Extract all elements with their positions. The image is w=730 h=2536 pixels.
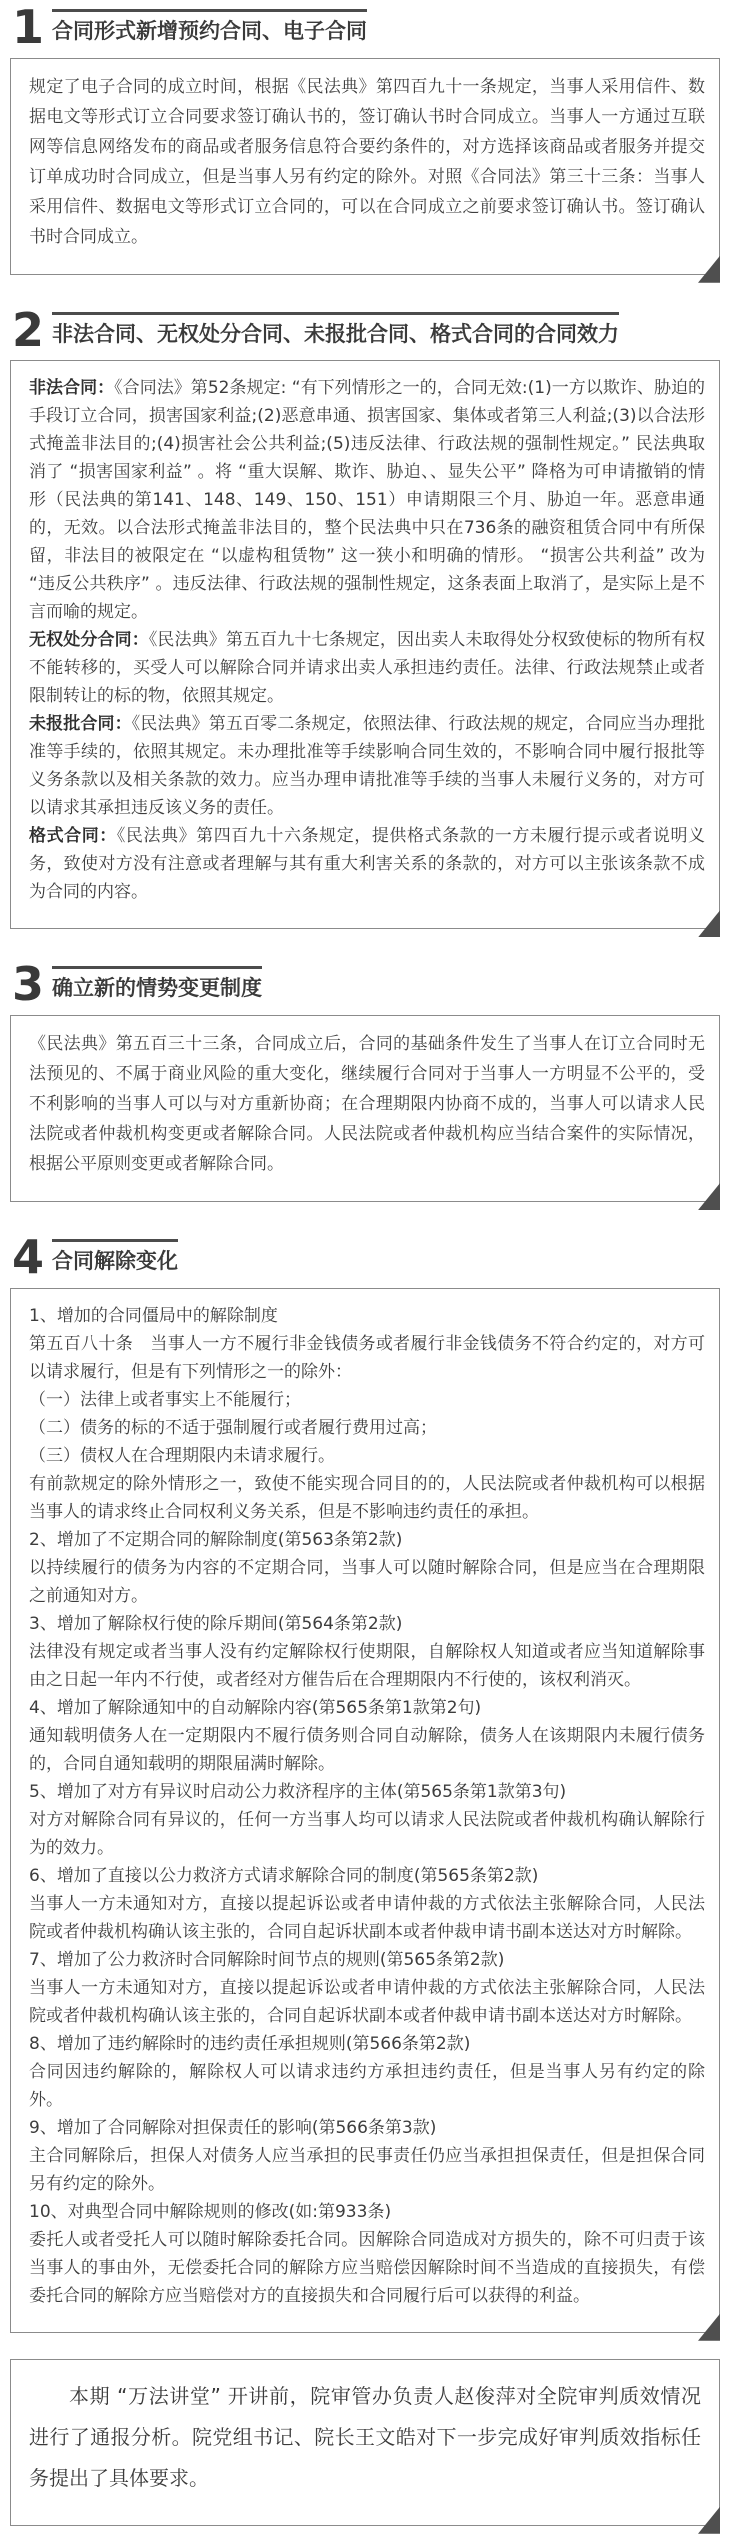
section-title: 确立新的情势变更制度 [52, 966, 262, 1001]
sections-container [10, 0, 720, 2333]
page-fold-icon [698, 2314, 720, 2341]
paragraph-label: 格式合同： [29, 826, 117, 847]
section-2 [10, 302, 720, 930]
paragraph: 9、增加了合同解除对担保责任的影响(第566条第3款) [29, 2117, 437, 2138]
paragraph: 规定了电子合同的成立时间，根据《民法典》第四百九十一条规定，当事人采用信件、数据电文等形式订立合同要求签订确认书的，签订确认书时合同成立。当事人一方通过互联网等信息网络发布的商品或者服务信息符合要约条件的，对方选择该商品或者服务并提交订单成功时合同成立，但是当事人另有约定的除外。对照《合同法》第三十三条：当事人采用信件、数据电文等形式订立合同的，可以在合同成立之前要求签订确认书。签订确认书时合同成立。 [29, 76, 705, 247]
paragraph: 未报批合同：《民法典》第五百零二条规定，依照法律、行政法规的规定，合同应当办理批准等手续的，依照其规定。未办理批准等手续影响合同生效的，不影响合同中履行报批等义务条款以及相关条款的效力。应当办理申请批准等手续的当事人未履行义务的，对方可以请求其承担违反该义务的责任。 [29, 714, 706, 819]
footer-note-box [10, 2359, 720, 2526]
page-fold-icon [698, 256, 720, 283]
paragraph: 第五百八十条 当事人一方不履行非金钱债务或者履行非金钱债务不符合约定的，对方可以请求履行，但是有下列情形之一的除外： [29, 1333, 705, 1382]
paragraph: 4、增加了解除通知中的自动解除内容(第565条第1款第2句) [29, 1697, 482, 1718]
section-heading [12, 957, 720, 1012]
paragraph-label: 未报批合同： [29, 714, 132, 735]
page-fold-icon [698, 1183, 720, 1210]
paragraph: （三）债权人在合理期限内未请求履行。 [29, 1445, 335, 1466]
section-body-box [10, 1288, 720, 2333]
paragraph: 委托人或者受托人可以随时解除委托合同。因解除合同造成对方损失的，除不可归责于该当事人的事由外，无偿委托合同的解除方应当赔偿因解除时间不当造成的直接损失，有偿委托合同的解除方应当赔偿对方的直接损失和合同履行后可以获得的利益。 [29, 2229, 705, 2306]
section-number: 1 [12, 0, 44, 54]
paragraph: 8、增加了违约解除时的违约责任承担规则(第566条第2款) [29, 2033, 471, 2054]
paragraph: 7、增加了公力救济时合同解除时间节点的规则(第565条第2款) [29, 1949, 505, 1970]
footer-note-text: 本期 “万法讲堂” 开讲前，院审管办负责人赵俊萍对全院审判质效情况进行了通报分析。院党组书记、院长王文皓对下一步完成好审判质效指标任务提出了具体要求。 [29, 2383, 701, 2490]
paragraph: 以持续履行的债务为内容的不定期合同，当事人可以随时解除合同，但是应当在合理期限之前通知对方。 [29, 1557, 705, 1606]
paragraph: 《民法典》第五百三十三条，合同成立后，合同的基础条件发生了当事人在订立合同时无法预见的、不属于商业风险的重大变化，继续履行合同对于当事人一方明显不公平的，受不利影响的当事人可以与对方重新协商；在合理期限内协商不成的，当事人可以请求人民法院或者仲裁机构变更或者解除合同。人民法院或者仲裁机构应当结合案件的实际情况，根据公平原则变更或者解除合同。 [29, 1034, 705, 1175]
page-fold-icon [698, 910, 720, 937]
paragraph-label: 无权处分合同： [29, 630, 149, 651]
paragraph: 5、增加了对方有异议时启动公力救济程序的主体(第565条第1款第3句) [29, 1781, 567, 1802]
paragraph: 格式合同：《民法典》第四百九十六条规定，提供格式条款的一方未履行提示或者说明义务，致使对方没有注意或者理解与其有重大利害关系的条款的，对方可以主张该条款不成为合同的内容。 [29, 826, 706, 903]
section-3 [10, 957, 720, 1202]
paragraph: 6、增加了直接以公力救济方式请求解除合同的制度(第565条第2款) [29, 1865, 539, 1886]
section-heading [12, 0, 720, 54]
section-body-box [10, 58, 720, 275]
paragraph: 对方对解除合同有异议的，任何一方当事人均可以请求人民法院或者仲裁机构确认解除行为的效力。 [29, 1809, 705, 1858]
section-number: 2 [12, 302, 44, 357]
section-heading [12, 302, 720, 357]
paragraph: （二）债务的标的不适于强制履行或者履行费用过高； [29, 1417, 437, 1438]
paragraph: 有前款规定的除外情形之一，致使不能实现合同目的的，人民法院或者仲裁机构可以根据当事人的请求终止合同权利义务关系，但是不影响违约责任的承担。 [29, 1473, 705, 1522]
section-title: 合同解除变化 [52, 1239, 178, 1274]
section-1 [10, 0, 720, 275]
paragraph: 法律没有规定或者当事人没有约定解除权行使期限，自解除权人知道或者应当知道解除事由之日起一年内不行使，或者经对方催告后在合理期限内不行使的，该权利消灭。 [29, 1641, 705, 1690]
paragraph-label: 非法合同： [29, 378, 115, 399]
paragraph: 主合同解除后，担保人对债务人应当承担的民事责任仍应当承担担保责任，但是担保合同另有约定的除外。 [29, 2145, 705, 2194]
paragraph: 10、对典型合同中解除规则的修改(如:第933条) [29, 2201, 392, 2222]
paragraph: 通知载明债务人在一定期限内不履行债务则合同自动解除，债务人在该期限内未履行债务的，合同自通知载明的期限届满时解除。 [29, 1725, 705, 1774]
paragraph: 2、增加了不定期合同的解除制度(第563条第2款) [29, 1529, 403, 1550]
section-4 [10, 1230, 720, 2333]
paragraph: 当事人一方未通知对方，直接以提起诉讼或者申请仲裁的方式依法主张解除合同，人民法院或者仲裁机构确认该主张的，合同自起诉状副本或者仲裁申请书副本送达对方时解除。 [29, 1977, 705, 2026]
section-heading [12, 1230, 720, 1285]
paragraph: 非法合同：《合同法》第52条规定: “有下列情形之一的，合同无效:(1)一方以欺诈、胁迫的手段订立合同，损害国家利益;(2)恶意串通、损害国家、集体或者第三人利益;(3)以合法形式掩盖非法目的;(4)损害社会公共利益;(5)违反法律、行政法规的强制性规定。” 民法典取消了 “损害国家利益” 。将 “重大误解、欺诈、胁迫、、显失公平” 降格为可申请撤销的情形（民法典的第141、148、149、150、151）申请期限三个月、胁迫一年。恶意串通的，无效。以合法形式掩盖非法目的，整个民法典中只在736条的融资租赁合同中有所保留，非法目的被限定在 “以虚构租赁物” 这一狭小和明确的情形。 “损害公共利益” 改为 “违反公共秩序” 。违反法律、行政法规的强制性规定，这条表面上取消了，是实际上是不言而喻的规定。 [29, 378, 706, 623]
section-title: 合同形式新增预约合同、电子合同 [52, 9, 367, 44]
page-fold-icon [698, 2507, 720, 2534]
section-body-box [10, 1015, 720, 1202]
paragraph: 3、增加了解除权行使的除斥期间(第564条第2款) [29, 1613, 403, 1634]
paragraph: 1、增加的合同僵局中的解除制度 [29, 1305, 278, 1326]
paragraph: 合同因违约解除的，解除权人可以请求违约方承担违约责任，但是当事人另有约定的除外。 [29, 2061, 705, 2110]
section-number: 4 [12, 1230, 44, 1285]
section-number: 3 [12, 957, 44, 1012]
paragraph: （一）法律上或者事实上不能履行； [29, 1389, 301, 1410]
paragraph: 无权处分合同：《民法典》第五百九十七条规定，因出卖人未取得处分权致使标的物所有权不能转移的，买受人可以解除合同并请求出卖人承担违约责任。法律、行政法规禁止或者限制转让的标的物，依照其规定。 [29, 630, 706, 707]
section-body-box [10, 360, 720, 929]
paragraph: 当事人一方未通知对方，直接以提起诉讼或者申请仲裁的方式依法主张解除合同，人民法院或者仲裁机构确认该主张的，合同自起诉状副本或者仲裁申请书副本送达对方时解除。 [29, 1893, 705, 1942]
section-title: 非法合同、无权处分合同、未报批合同、格式合同的合同效力 [52, 312, 619, 347]
